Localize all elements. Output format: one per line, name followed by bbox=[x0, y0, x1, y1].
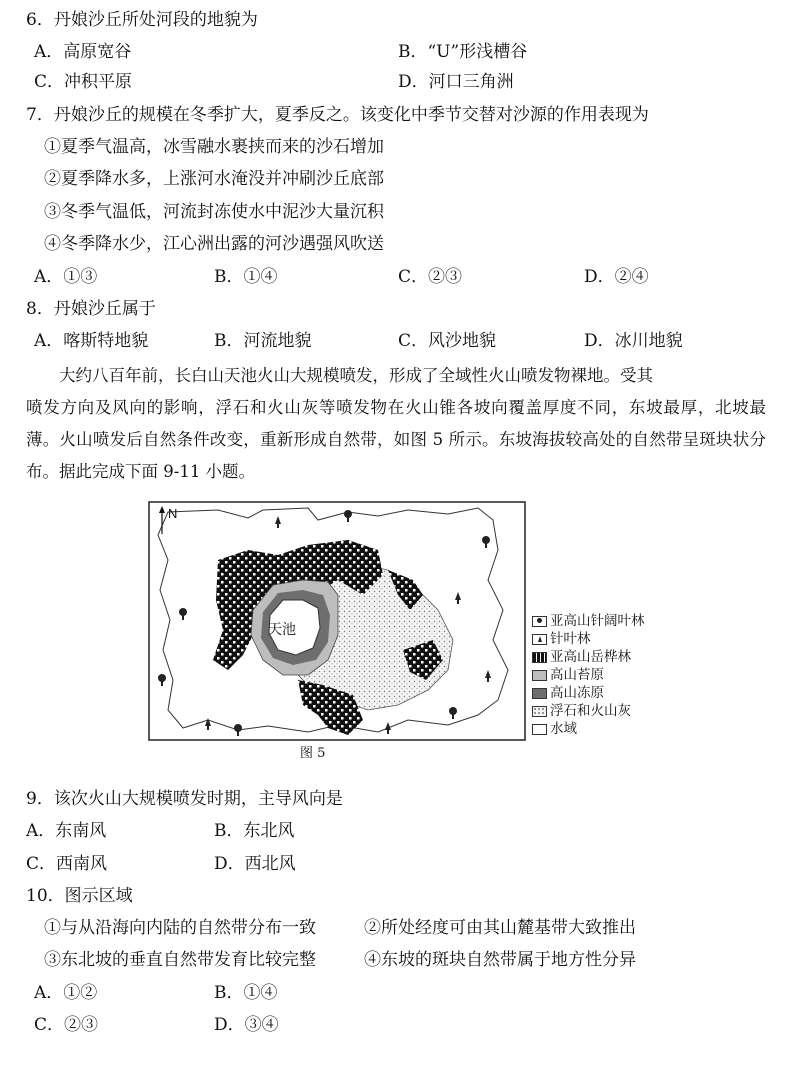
q10-statement-3: ③东北坡的垂直自然带发育比较完整 bbox=[44, 950, 316, 970]
figure-5 bbox=[148, 500, 670, 762]
q7-statement-4: ④冬季降水少，江心洲出露的河沙遇强风吹送 bbox=[44, 234, 384, 254]
q7-option-d: D．②④ bbox=[584, 267, 649, 287]
north-label: N bbox=[168, 506, 178, 521]
legend-label: 亚高山针阔叶林 bbox=[550, 613, 645, 629]
q7-option-b: B．①④ bbox=[214, 267, 278, 287]
legend-item-birch bbox=[532, 649, 631, 665]
legend-item-frozen bbox=[532, 685, 604, 701]
q10-option-a: A．①② bbox=[34, 983, 98, 1003]
q10-stem: 10．图示区域 bbox=[26, 886, 133, 906]
q9-stem: 9．该次火山大规模喷发时期，主导风向是 bbox=[26, 789, 343, 809]
q10-option-d: D．③④ bbox=[214, 1015, 279, 1035]
q7-statement-3: ③冬季气温低，河流封冻使水中泥沙大量沉积 bbox=[44, 202, 384, 222]
legend-label: 浮石和火山灰 bbox=[550, 703, 631, 719]
figure-caption: 图 5 bbox=[300, 746, 326, 761]
q8-option-d: D．冰川地貌 bbox=[584, 331, 683, 351]
q6-stem: 6．丹娘沙丘所处河段的地貌为 bbox=[26, 10, 258, 30]
legend-item-tundra bbox=[532, 667, 604, 683]
q9-option-c: C．西南风 bbox=[26, 854, 108, 874]
q9-option-d: D．西北风 bbox=[214, 854, 296, 874]
q6-option-b: B．“U”形浅槽谷 bbox=[398, 42, 528, 62]
q10-statement-4: ④东坡的斑块自然带属于地方性分异 bbox=[364, 950, 636, 970]
dotted-fill-icon bbox=[532, 706, 547, 717]
passage-rest: 喷发方向及风向的影响，浮石和火山灰等喷发物在火山锥各坡向覆盖厚度不同，东坡最厚，北坡最薄。火山喷发后自然条件改变，重新形成自然带，如图 5 所示。东坡海拔较高处的自然带呈斑块状分布。据此完成下面 9-11 小题。 bbox=[26, 398, 766, 481]
white-fill-icon bbox=[532, 724, 547, 735]
lake-label: 天池 bbox=[268, 622, 296, 638]
q7-statement-2: ②夏季降水多，上涨河水淹没并冲刷沙丘底部 bbox=[44, 169, 384, 189]
q8-option-a: A．喀斯特地貌 bbox=[34, 331, 149, 351]
q8-option-c: C．风沙地貌 bbox=[398, 331, 497, 351]
legend-item-conifer bbox=[532, 631, 591, 647]
q6-option-a: A．高原宽谷 bbox=[34, 42, 132, 62]
checker-pattern-icon bbox=[532, 652, 547, 663]
legend-label: 高山苔原 bbox=[550, 667, 604, 683]
q9-option-a: A．东南风 bbox=[26, 821, 107, 841]
q10-option-c: C．②③ bbox=[34, 1015, 99, 1035]
dark-gray-fill-icon bbox=[532, 688, 547, 699]
passage-line-1: 大约八百年前，长白山天池火山大规模喷发，形成了全域性火山喷发物裸地。受其 bbox=[59, 366, 653, 385]
q7-option-c: C．②③ bbox=[398, 267, 463, 287]
passage bbox=[26, 360, 766, 488]
light-gray-fill-icon bbox=[532, 670, 547, 681]
q7-statement-1: ①夏季气温高，冰雪融水裹挟而来的沙石增加 bbox=[44, 137, 384, 157]
q7-stem: 7．丹娘沙丘的规模在冬季扩大，夏季反之。该变化中季节交替对沙源的作用表现为 bbox=[26, 105, 649, 125]
q9-option-b: B．东北风 bbox=[214, 821, 295, 841]
volcano-map bbox=[148, 500, 670, 762]
legend-label: 亚高山岳桦林 bbox=[550, 649, 631, 665]
q10-option-b: B．①④ bbox=[214, 983, 278, 1003]
q8-stem: 8．丹娘沙丘属于 bbox=[26, 299, 156, 319]
q10-statement-1: ①与从沿海向内陆的自然带分布一致 bbox=[44, 918, 316, 938]
legend-label: 针叶林 bbox=[550, 631, 591, 647]
legend-label: 水域 bbox=[550, 721, 577, 737]
tree-conifer-icon bbox=[532, 634, 547, 645]
legend-item-water bbox=[532, 721, 577, 737]
legend-label: 高山冻原 bbox=[550, 685, 604, 701]
q6-option-d: D．河口三角洲 bbox=[398, 72, 514, 92]
tree-broadleaf-icon bbox=[532, 616, 547, 627]
q6-option-c: C．冲积平原 bbox=[34, 72, 133, 92]
q8-option-b: B．河流地貌 bbox=[214, 331, 312, 351]
legend-item-ash bbox=[532, 703, 631, 719]
q7-option-a: A．①③ bbox=[34, 267, 98, 287]
q10-statement-2: ②所处经度可由其山麓基带大致推出 bbox=[364, 918, 636, 938]
legend-item-broadleaf bbox=[532, 613, 645, 629]
